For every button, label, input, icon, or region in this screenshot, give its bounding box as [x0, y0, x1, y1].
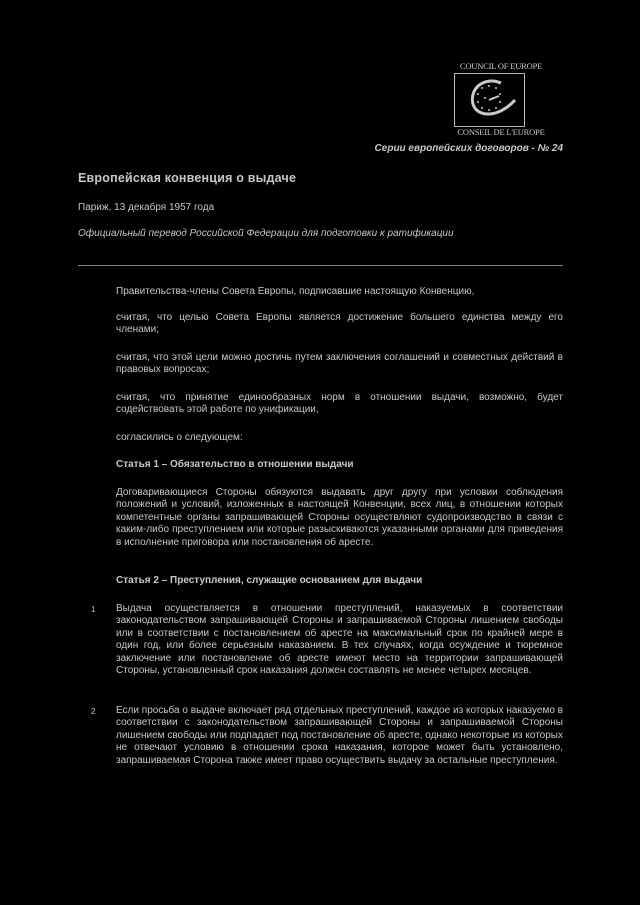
divider — [78, 265, 563, 266]
logo-emblem-icon — [455, 74, 524, 126]
article-2-item: Выдача осуществляется в отношении преступлений, наказуемых в соответствии законодательством запрашивающей Стороны и запрашиваемой Стороны лишением свободы или в соответствии с постановлением об аресте на максимальный срок по крайней мере в один год, или более серьезным наказанием. В тех случаях, когда осуждение и тюремное заключение или постановление об аресте имеют место на территории запрашивающей Стороны, установленный срок наказания должен составлять не менее четырех месяцев. — [116, 603, 563, 677]
item-number: 1 — [91, 605, 96, 614]
article-1-heading: Статья 1 – Обязательство в отношении выдачи — [116, 459, 354, 470]
document-title: Европейская конвенция о выдаче — [78, 171, 297, 185]
document-date: Париж, 13 декабря 1957 года — [78, 202, 215, 213]
preamble-paragraph: Правительства-члены Совета Европы, подписавшие настоящую Конвенцию, — [116, 286, 475, 297]
preamble-paragraph: считая, что принятие единообразных норм в отношении выдачи, возможно, будет содействовать этой работе по унификации, — [116, 392, 563, 416]
series-label: Серии европейских договоров - № 24 — [374, 143, 563, 154]
article-2-heading: Статья 2 – Преступления, служащие основанием для выдачи — [116, 575, 423, 586]
logo-bottom-text: CONSEIL DE L'EUROPE — [457, 127, 545, 137]
preamble-paragraph: считая, что целью Совета Европы является достижение большего единства между его членами; — [116, 312, 563, 336]
preamble-paragraph: считая, что этой цели можно достичь путем заключения соглашений и совместных действий в правовых вопросах; — [116, 352, 563, 376]
preamble-paragraph: согласились о следующем: — [116, 432, 243, 443]
council-of-europe-logo — [454, 73, 525, 127]
article-2-item: Если просьба о выдаче включает ряд отдельных преступлений, каждое из которых наказуемо в соответствии с законодательством запрашивающей Стороны и запрашиваемой Стороны лишением свободы или подпадает под постановление об аресте, однако некоторые из которых не отвечают условию в отношении срока наказания, которое может быть установлено, запрашиваемая Сторона также имеет право осуществить выдачу за остальные преступления. — [116, 705, 563, 766]
article-1-text: Договаривающиеся Стороны обязуются выдавать друг другу при условии соблюдения положений и условий, изложенных в настоящей Конвенции, всех лиц, в отношении которых компетентные органы запрашивающей Стороны осуществляют судопроизводство в связи с каким-либо преступлением или которые разыскиваются указанными органами для приведения в исполнение приговора или постановления об аресте. — [116, 487, 563, 548]
item-number: 2 — [91, 707, 96, 716]
logo-top-text: COUNCIL OF EUROPE — [459, 61, 543, 71]
document-subtitle: Официальный перевод Российской Федерации для подготовки к ратификации — [78, 228, 454, 239]
